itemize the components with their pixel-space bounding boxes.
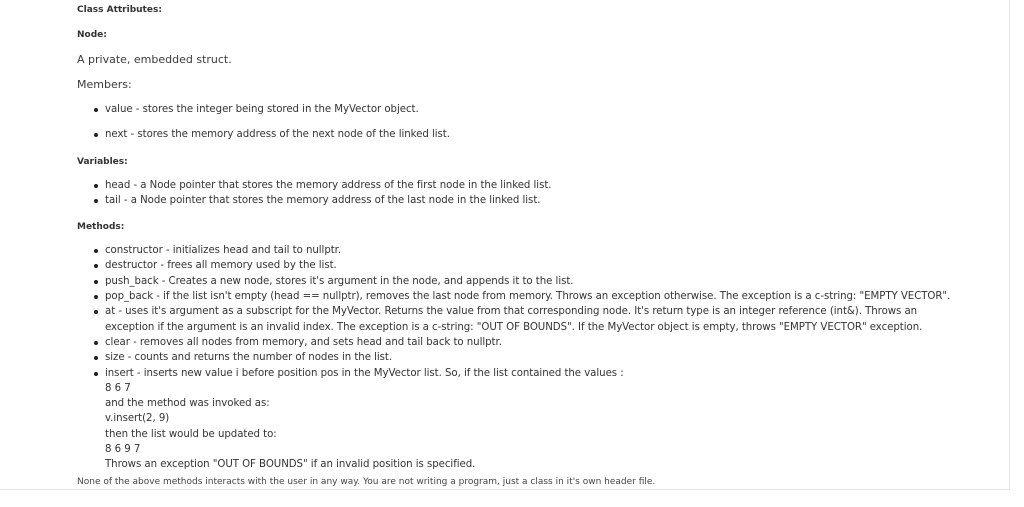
member-next: next - stores the memory address of the next node of the linked list. bbox=[77, 127, 997, 142]
members-list bbox=[77, 102, 997, 143]
insert-invocation-intro: and the method was invoked as: bbox=[105, 398, 270, 410]
method-at bbox=[77, 304, 997, 335]
insert-invocation-code: v.insert(2, 9) bbox=[105, 413, 170, 425]
method-size: size - counts and returns the number of nodes in the list. bbox=[77, 350, 997, 365]
methods-heading: Methods: bbox=[77, 222, 125, 233]
insert-example-values: 8 6 7 bbox=[105, 382, 131, 394]
member-value: value - stores the integer being stored in the MyVector object. bbox=[77, 102, 997, 117]
insert-description: insert - inserts new value i before position pos in the MyVector list. So, if the list contained the values : bbox=[105, 367, 624, 379]
members-label: Members: bbox=[77, 78, 132, 91]
method-destructor: destructor - frees all memory used by the list. bbox=[77, 258, 997, 273]
method-at-line-1: at - uses it's argument as a subscript for the MyVector. Returns the value from that corresponding node. It's return type is an integer reference (int&). Throws an bbox=[105, 306, 918, 318]
class-attributes-heading: Class Attributes: bbox=[77, 5, 162, 15]
methods-list bbox=[77, 243, 997, 472]
variable-head: head - a Node pointer that stores the memory address of the first node in the linked list. bbox=[77, 178, 997, 193]
insert-result-values: 8 6 9 7 bbox=[105, 444, 141, 456]
method-clear: clear - removes all nodes from memory, and sets head and tail back to nullptr. bbox=[77, 335, 997, 350]
method-pop-back: pop_back - if the list isn't empty (head == nullptr), removes the last node from memory. Throws an exception otherwise. The exception is a c-string: "EMPTY VECTOR". bbox=[77, 289, 997, 304]
insert-result-intro: then the list would be updated to: bbox=[105, 428, 277, 440]
variable-tail: tail - a Node pointer that stores the memory address of the last node in the linked list. bbox=[77, 193, 997, 208]
variables-list bbox=[77, 178, 997, 209]
method-push-back: push_back - Creates a new node, stores it's argument in the node, and appends it to the list. bbox=[77, 274, 997, 289]
method-constructor: constructor - initializes head and tail to nullptr. bbox=[77, 243, 997, 258]
node-heading: Node: bbox=[77, 30, 107, 40]
node-description: A private, embedded struct. bbox=[77, 53, 232, 66]
variables-heading: Variables: bbox=[77, 156, 128, 167]
method-insert bbox=[77, 366, 997, 473]
insert-exception-note: Throws an exception "OUT OF BOUNDS" if an invalid position is specified. bbox=[105, 459, 476, 471]
footer-note: None of the above methods interacts with the user in any way. You are not writing a program, just a class in it's own header file. bbox=[77, 476, 656, 487]
method-at-line-2: exception if the argument is an invalid index. The exception is a c-string: "OUT OF BOUNDS". If the MyVector object is empty, throws "EMPTY VECTOR" exception. bbox=[105, 321, 923, 333]
